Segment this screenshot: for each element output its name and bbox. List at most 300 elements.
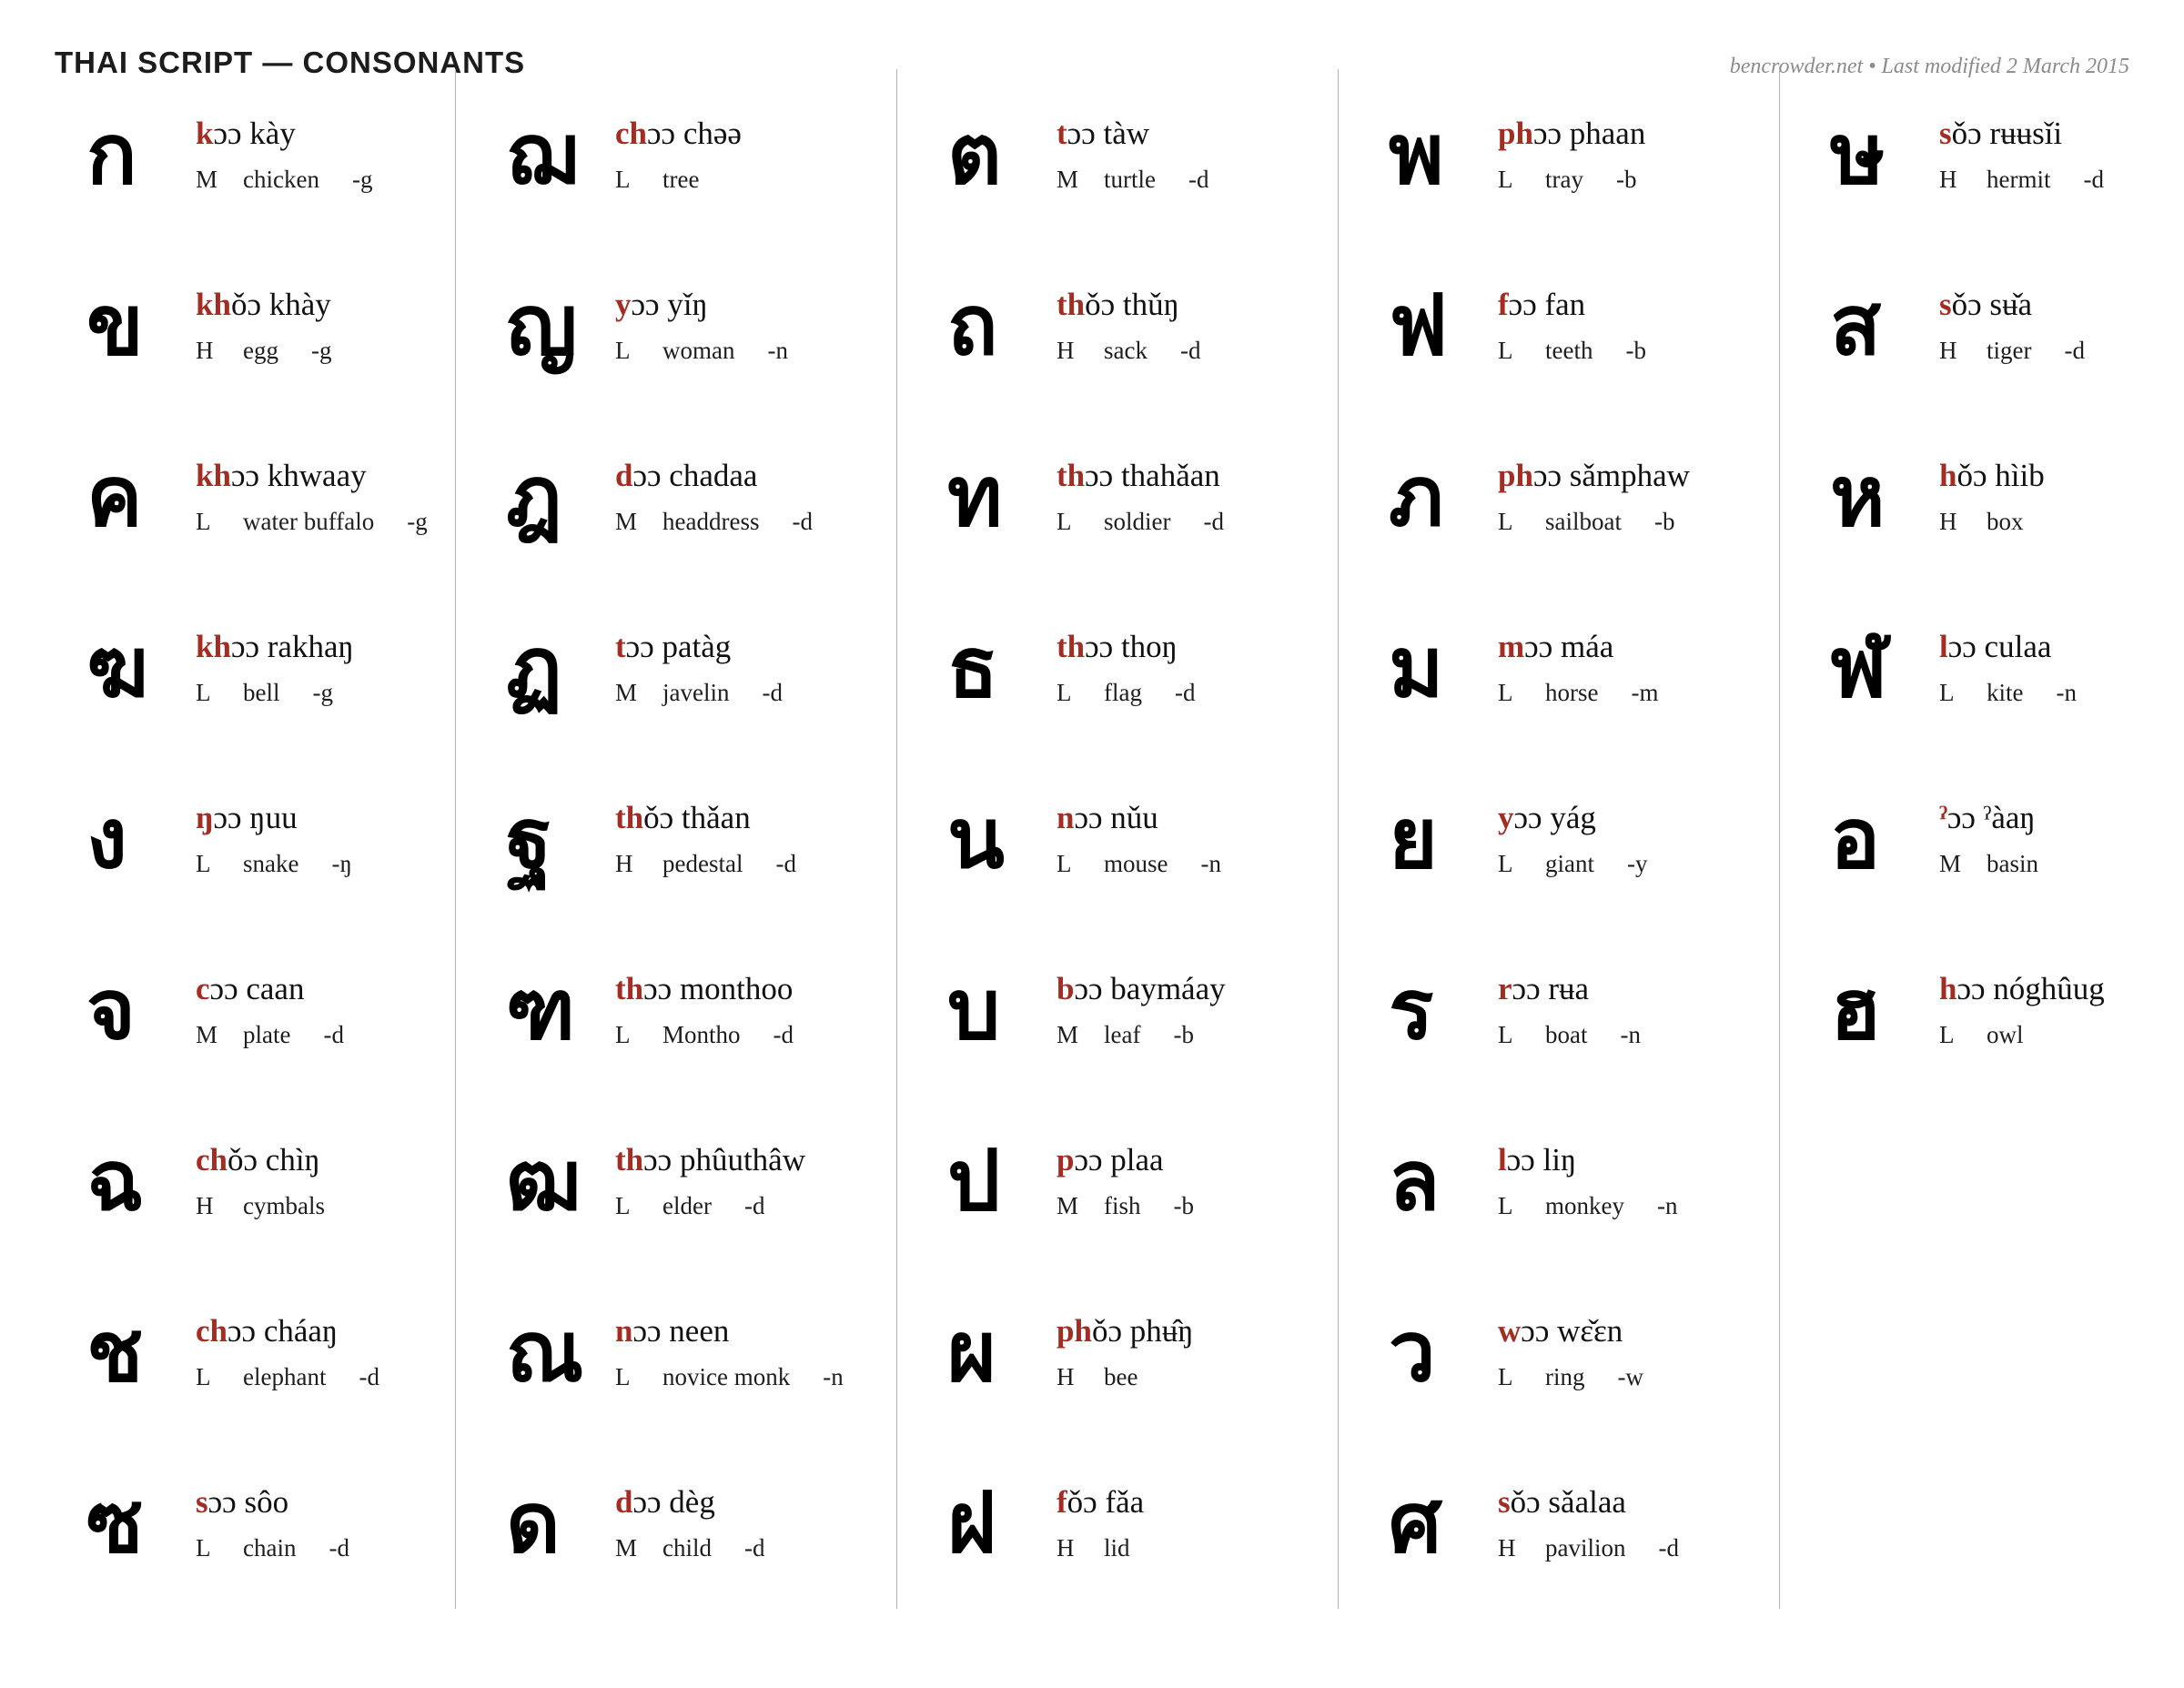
thai-letter: พ — [1389, 106, 1444, 203]
meaning: chain — [243, 1533, 297, 1562]
initial-sound: s — [1939, 287, 1952, 323]
consonant-entry — [1389, 753, 1779, 925]
meaning: woman — [662, 336, 735, 364]
entry-info — [615, 458, 896, 535]
class-letter: L — [1057, 678, 1072, 706]
class-letter: H — [196, 1191, 214, 1219]
final-sound: -b — [1173, 1191, 1194, 1219]
initial-sound: d — [615, 458, 633, 494]
class-line — [615, 337, 896, 365]
meaning: bee — [1104, 1362, 1138, 1390]
entry-info — [615, 800, 896, 877]
meaning: lid — [1104, 1533, 1130, 1562]
final-sound: -d — [1188, 165, 1209, 193]
class-letter: H — [1057, 1533, 1075, 1562]
transliteration — [1057, 1142, 1338, 1178]
meaning: horse — [1545, 678, 1599, 706]
meaning: tiger — [1987, 336, 2032, 364]
transliteration — [615, 1313, 896, 1349]
final-sound: -n — [767, 336, 788, 364]
class-letter: L — [196, 507, 211, 535]
class-line — [1057, 1021, 1338, 1049]
class-line — [1498, 679, 1779, 707]
thai-letter: บ — [947, 961, 1001, 1058]
meaning: fish — [1104, 1191, 1141, 1219]
consonant-column — [1779, 69, 2166, 1609]
class-letter: L — [196, 849, 211, 877]
consonant-column — [55, 69, 455, 1609]
thai-letter: ช — [86, 1303, 144, 1400]
class-letter: M — [615, 507, 638, 535]
initial-sound: ph — [1498, 458, 1533, 494]
class-line — [615, 679, 896, 707]
transliteration-rest: ɔɔ patàg — [625, 629, 732, 665]
consonant-entry — [1830, 240, 2166, 411]
transliteration-rest: ɔɔ chadaa — [632, 458, 758, 494]
transliteration — [1498, 116, 1779, 152]
class-line — [1939, 508, 2166, 536]
final-sound: -d — [323, 1020, 344, 1048]
meaning: soldier — [1104, 507, 1171, 535]
meaning: monkey — [1545, 1191, 1624, 1219]
thai-letter: ศ — [1389, 1474, 1442, 1572]
consonant-entry — [506, 240, 896, 411]
class-letter: L — [196, 678, 211, 706]
final-sound: -d — [2083, 165, 2104, 193]
transliteration — [1498, 800, 1779, 836]
page-title: THAI SCRIPT — CONSONANTS — [55, 45, 526, 79]
class-letter: L — [615, 165, 631, 193]
class-letter: H — [1498, 1533, 1516, 1562]
transliteration-rest: ɔɔ dèg — [632, 1484, 715, 1521]
entry-info — [1057, 116, 1338, 193]
thai-letter: ห — [1830, 448, 1886, 545]
thai-letter: ฟ — [1389, 277, 1449, 374]
transliteration — [1939, 287, 2166, 323]
transliteration — [615, 1142, 896, 1178]
entry-info — [1057, 287, 1338, 364]
transliteration-rest: ǒɔ chìŋ — [228, 1142, 320, 1178]
transliteration-rest: ɔɔ ŋuu — [213, 800, 298, 836]
class-line — [1057, 850, 1338, 878]
transliteration — [1939, 800, 2166, 836]
transliteration-rest: ɔɔ thahǎan — [1085, 458, 1220, 494]
class-letter: L — [1498, 678, 1513, 706]
initial-sound: y — [1498, 800, 1514, 836]
transliteration — [615, 116, 896, 152]
final-sound: -n — [1200, 849, 1221, 877]
class-letter: L — [1057, 849, 1072, 877]
consonant-entry — [947, 753, 1338, 925]
meaning: plate — [243, 1020, 291, 1048]
transliteration-rest: ǒɔ thǎan — [643, 800, 751, 836]
transliteration — [196, 458, 455, 494]
final-sound: -g — [310, 336, 332, 364]
class-letter: L — [1498, 849, 1513, 877]
transliteration-rest: ɔɔ kày — [213, 116, 296, 152]
consonant-entry — [1830, 582, 2166, 753]
class-line — [1057, 1534, 1338, 1562]
consonant-entry — [1389, 582, 1779, 753]
transliteration-rest: ɔɔ plaa — [1074, 1142, 1164, 1178]
consonant-entry — [86, 582, 455, 753]
thai-letter: อ — [1830, 790, 1881, 887]
class-letter: L — [615, 336, 631, 364]
thai-letter: ฌ — [506, 106, 578, 203]
entry-info — [1939, 971, 2166, 1048]
class-line — [1498, 508, 1779, 536]
initial-sound: f — [1498, 287, 1509, 323]
final-sound: -ŋ — [331, 849, 352, 877]
class-line — [196, 679, 455, 707]
transliteration — [1498, 1484, 1779, 1521]
entry-info — [615, 1313, 896, 1390]
initial-sound: th — [1057, 629, 1086, 665]
thai-letter: จ — [86, 961, 136, 1058]
initial-sound: p — [1057, 1142, 1075, 1178]
class-line — [1939, 1021, 2166, 1049]
class-letter: L — [615, 1362, 631, 1390]
consonant-entry — [1830, 925, 2166, 1096]
transliteration-rest: ɔɔ phûuthâw — [643, 1142, 805, 1178]
class-line — [615, 166, 896, 194]
transliteration-rest: ɔɔ liŋ — [1506, 1142, 1577, 1178]
initial-sound: ph — [1057, 1313, 1092, 1349]
transliteration-rest: ɔɔ caan — [209, 971, 305, 1007]
consonant-entry — [86, 1267, 455, 1438]
initial-sound: m — [1498, 629, 1525, 665]
entry-info — [1939, 287, 2166, 364]
class-line — [1057, 1363, 1338, 1391]
transliteration-rest: ɔɔ wɛ̌ɛn — [1521, 1313, 1623, 1349]
consonant-entry — [1389, 1438, 1779, 1609]
consonant-entry — [86, 69, 455, 240]
transliteration-rest: ɔɔ baymáay — [1074, 971, 1226, 1007]
transliteration-rest: ɔɔ sôo — [207, 1484, 289, 1521]
thai-letter: ษ — [1830, 106, 1886, 203]
transliteration — [1939, 116, 2166, 152]
thai-letter: ฐ — [506, 790, 552, 887]
class-line — [615, 1192, 896, 1220]
final-sound: -b — [1173, 1020, 1194, 1048]
class-letter: L — [196, 1362, 211, 1390]
class-line — [1057, 166, 1338, 194]
entry-info — [196, 971, 455, 1048]
entry-info — [1498, 1313, 1779, 1390]
consonant-entry — [947, 1267, 1338, 1438]
class-line — [1057, 337, 1338, 365]
thai-letter: ฎ — [506, 448, 562, 545]
meaning: sailboat — [1545, 507, 1622, 535]
transliteration — [1498, 287, 1779, 323]
thai-letter: ธ — [947, 619, 999, 716]
consonant-column — [455, 69, 896, 1609]
final-sound: -d — [792, 507, 813, 535]
transliteration — [196, 1142, 455, 1178]
thai-letter: ฑ — [506, 961, 576, 1058]
meaning: basin — [1987, 849, 2038, 877]
transliteration-rest: ɔɔ cháaŋ — [228, 1313, 339, 1349]
meaning: box — [1987, 507, 2024, 535]
transliteration — [615, 287, 896, 323]
class-letter: H — [615, 849, 633, 877]
header — [55, 0, 2129, 79]
thai-letter: ณ — [506, 1303, 584, 1400]
transliteration-rest: ǒɔ fǎa — [1067, 1484, 1145, 1521]
class-line — [1939, 679, 2166, 707]
consonant-entry — [1830, 69, 2166, 240]
initial-sound: th — [1057, 458, 1086, 494]
consonant-entry — [506, 582, 896, 753]
transliteration — [196, 287, 455, 323]
transliteration-rest: ǒɔ thǔŋ — [1085, 287, 1179, 323]
initial-sound: s — [196, 1484, 208, 1521]
thai-letter: ร — [1389, 961, 1434, 1058]
transliteration-rest: ɔɔ thoŋ — [1085, 629, 1178, 665]
meaning: novice monk — [662, 1362, 791, 1390]
transliteration — [1498, 1142, 1779, 1178]
class-line — [196, 166, 455, 194]
transliteration-rest: ɔɔ fan — [1508, 287, 1586, 323]
consonant-entry — [1389, 69, 1779, 240]
transliteration-rest: ɔɔ culaa — [1947, 629, 2052, 665]
transliteration — [1057, 287, 1338, 323]
transliteration — [1939, 458, 2166, 494]
thai-letter: ญ — [506, 277, 578, 374]
class-line — [196, 1021, 455, 1049]
meaning: Montho — [662, 1020, 741, 1048]
final-sound: -m — [1631, 678, 1659, 706]
initial-sound: h — [1939, 971, 1957, 1007]
meaning: javelin — [662, 678, 730, 706]
class-letter: H — [196, 336, 214, 364]
transliteration — [615, 629, 896, 665]
thai-letter: ท — [947, 448, 1003, 545]
initial-sound: th — [615, 971, 644, 1007]
class-letter: M — [1057, 165, 1079, 193]
thai-letter: ส — [1830, 277, 1882, 374]
transliteration-rest: ɔɔ rakhaŋ — [230, 629, 354, 665]
class-line — [1498, 850, 1779, 878]
initial-sound: th — [615, 800, 644, 836]
transliteration-rest: ǒɔ khày — [230, 287, 331, 323]
consonant-entry — [86, 411, 455, 582]
consonant-entry — [947, 240, 1338, 411]
transliteration — [1057, 629, 1338, 665]
consonant-entry — [506, 1267, 896, 1438]
class-line — [1939, 166, 2166, 194]
transliteration — [196, 629, 455, 665]
final-sound: -n — [1620, 1020, 1641, 1048]
final-sound: -b — [1625, 336, 1646, 364]
class-line — [615, 508, 896, 536]
class-letter: M — [1057, 1020, 1079, 1048]
thai-letter: ฮ — [1830, 961, 1882, 1058]
thai-letter: ก — [86, 106, 137, 203]
class-line — [1498, 337, 1779, 365]
thai-letter: ฬ — [1830, 619, 1887, 716]
transliteration — [1939, 971, 2166, 1007]
transliteration — [1498, 971, 1779, 1007]
entry-info — [196, 1142, 455, 1219]
transliteration — [196, 1313, 455, 1349]
initial-sound: ch — [196, 1313, 228, 1349]
class-line — [196, 850, 455, 878]
consonant-entry — [1830, 411, 2166, 582]
entry-info — [1498, 116, 1779, 193]
transliteration-rest: ɔɔ neen — [632, 1313, 730, 1349]
meaning: hermit — [1987, 165, 2051, 193]
transliteration — [1057, 458, 1338, 494]
transliteration — [1498, 1313, 1779, 1349]
final-sound: -d — [744, 1533, 765, 1562]
transliteration — [1498, 458, 1779, 494]
final-sound: -y — [1627, 849, 1648, 877]
transliteration — [1057, 800, 1338, 836]
entry-info — [1498, 800, 1779, 877]
transliteration — [615, 458, 896, 494]
final-sound: -n — [823, 1362, 844, 1390]
initial-sound: b — [1057, 971, 1075, 1007]
final-sound: -g — [407, 507, 428, 535]
meaning: bell — [243, 678, 280, 706]
class-letter: H — [1939, 165, 1957, 193]
final-sound: -w — [1617, 1362, 1643, 1390]
initial-sound: kh — [196, 287, 231, 323]
thai-letter: ต — [947, 106, 1002, 203]
final-sound: -d — [762, 678, 783, 706]
transliteration-rest: ɔɔ chəə — [647, 116, 742, 152]
transliteration-rest: ɔɔ khwaay — [230, 458, 367, 494]
meaning: flag — [1104, 678, 1142, 706]
initial-sound: c — [196, 971, 210, 1007]
thai-letter: ง — [86, 790, 127, 887]
class-letter: M — [196, 1020, 218, 1048]
class-letter: L — [1498, 165, 1513, 193]
final-sound: -d — [1658, 1533, 1679, 1562]
final-sound: -b — [1653, 507, 1675, 535]
entry-info — [1057, 1484, 1338, 1562]
entry-info — [196, 800, 455, 877]
thai-letter: ด — [506, 1474, 561, 1572]
class-letter: L — [1057, 507, 1072, 535]
meaning: owl — [1987, 1020, 2024, 1048]
transliteration — [196, 971, 455, 1007]
class-line — [1057, 508, 1338, 536]
class-line — [1498, 1363, 1779, 1391]
thai-letter: ม — [1389, 619, 1444, 716]
transliteration-rest: ɔɔ tàw — [1067, 116, 1150, 152]
consonant-entry — [86, 1438, 455, 1609]
entry-info — [1498, 629, 1779, 706]
initial-sound: t — [1057, 116, 1067, 152]
transliteration — [196, 1484, 455, 1521]
transliteration — [1057, 116, 1338, 152]
meaning: egg — [243, 336, 278, 364]
transliteration — [1939, 629, 2166, 665]
consonant-entry — [947, 925, 1338, 1096]
consonant-column — [896, 69, 1338, 1609]
transliteration — [615, 1484, 896, 1521]
consonant-entry — [86, 925, 455, 1096]
meaning: cymbals — [243, 1191, 325, 1219]
class-line — [196, 508, 455, 536]
thai-letter: ฒ — [506, 1132, 582, 1229]
thai-letter: ป — [947, 1132, 1001, 1229]
class-line — [615, 1534, 896, 1562]
transliteration-rest: ǒɔ sʉ̌a — [1951, 287, 2033, 323]
initial-sound: h — [1939, 458, 1957, 494]
class-line — [1057, 679, 1338, 707]
entry-info — [1498, 1484, 1779, 1562]
thai-letter: ถ — [947, 277, 998, 374]
meaning: tray — [1545, 165, 1583, 193]
entry-info — [1498, 971, 1779, 1048]
meaning: sack — [1104, 336, 1148, 364]
class-line — [615, 1021, 896, 1049]
entry-info — [615, 1142, 896, 1219]
initial-sound: n — [1057, 800, 1075, 836]
consonant-entry — [947, 411, 1338, 582]
consonant-entry — [1830, 753, 2166, 925]
class-letter: L — [615, 1191, 631, 1219]
transliteration — [1057, 971, 1338, 1007]
thai-letter: ฝ — [947, 1474, 996, 1572]
class-line — [1939, 850, 2166, 878]
initial-sound: ph — [1498, 116, 1533, 152]
meaning: pavilion — [1545, 1533, 1626, 1562]
consonant-entry — [86, 240, 455, 411]
class-line — [196, 1363, 455, 1391]
meaning: kite — [1987, 678, 2024, 706]
entry-info — [615, 287, 896, 364]
class-letter: L — [615, 1020, 631, 1048]
transliteration-rest: ɔɔ yág — [1513, 800, 1596, 836]
final-sound: -d — [359, 1362, 379, 1390]
transliteration-rest: ɔɔ máa — [1524, 629, 1614, 665]
thai-letter: ภ — [1389, 448, 1444, 545]
consonant-entry — [506, 1096, 896, 1267]
consonant-grid — [55, 69, 2129, 1609]
initial-sound: kh — [196, 458, 231, 494]
transliteration — [196, 800, 455, 836]
entry-info — [1057, 1313, 1338, 1390]
consonant-entry — [1389, 411, 1779, 582]
thai-letter: ผ — [947, 1303, 996, 1400]
final-sound: -d — [1179, 336, 1201, 364]
initial-sound: f — [1057, 1484, 1067, 1521]
meaning: pedestal — [662, 849, 743, 877]
meaning: water buffalo — [243, 507, 375, 535]
class-letter: L — [1498, 1191, 1513, 1219]
class-line — [1498, 166, 1779, 194]
meaning: headdress — [662, 507, 760, 535]
initial-sound: d — [615, 1484, 633, 1521]
final-sound: -g — [312, 678, 333, 706]
transliteration-rest: ǒɔ rʉʉsǐi — [1951, 116, 2063, 152]
class-line — [1057, 1192, 1338, 1220]
entry-info — [615, 116, 896, 193]
final-sound: -g — [351, 165, 373, 193]
class-letter: L — [196, 1533, 211, 1562]
transliteration — [1057, 1313, 1338, 1349]
initial-sound: th — [615, 1142, 644, 1178]
meaning: elder — [662, 1191, 712, 1219]
entry-info — [1057, 458, 1338, 535]
entry-info — [1057, 971, 1338, 1048]
consonant-entry — [86, 753, 455, 925]
thai-letter: ฉ — [86, 1132, 144, 1229]
